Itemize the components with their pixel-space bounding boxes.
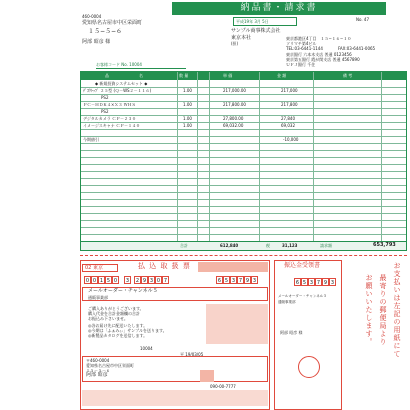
account-digit: 0 (85, 278, 90, 284)
invoice-date: 平成19年 3月 5日 (236, 19, 269, 24)
item-name: ﾃﾞｽｸﾄｯﾌﾟ ２５型 (Ｑ－WS２－１１６) (83, 88, 152, 93)
customer-code-underline (96, 68, 186, 69)
receipt-stamp-circle (298, 356, 320, 378)
sender-branch: 東京本社 (231, 35, 252, 41)
sender-building: ソリマチ第4ビル (286, 41, 317, 46)
item-amount: -10,000 (283, 137, 299, 142)
sender-tel: TEL:03-6441-1144 (286, 46, 323, 51)
account-digit: 5 (106, 278, 111, 284)
message-line: ◎新製品カタログを送信します。 (88, 333, 148, 338)
client-info (86, 358, 134, 378)
sender-person: (担) (231, 41, 239, 46)
customer-address1: 愛知県名古屋市中区栄面町 (82, 20, 143, 26)
account-digit: 0 (113, 278, 118, 284)
client-address: 愛知県名古屋市中区栄面町 (86, 363, 134, 368)
header-qty: 数 量 (179, 73, 189, 78)
item-name: 今期値引 (83, 137, 99, 142)
total-label: 合計 (180, 243, 188, 248)
item-amount: 217,800 (281, 102, 298, 107)
receipt-title: 振込金受領書 (284, 262, 321, 269)
item-price: 217,800.00 (223, 102, 246, 107)
item-name: イメージスキャナ ＣＰ－１４０ (83, 123, 141, 128)
bank-info (206, 52, 388, 67)
item-name: PS2 (101, 109, 109, 114)
item-qty: 1.00 (183, 102, 192, 107)
grand-label: 請求額 (320, 243, 332, 248)
header-item: 名 (139, 73, 143, 78)
message-line: お振込み下さいませ。 (88, 316, 128, 321)
customer-postal: 460-0004 (82, 14, 102, 19)
item-qty: 1.00 (183, 116, 192, 121)
customer-name: 阿部 昭彦 様 (82, 39, 111, 45)
item-name: ◆ 新規投資システムセット ◆ (95, 81, 148, 86)
account-digit: 0 (156, 278, 161, 284)
client-tel: 090-00-7777 (210, 384, 236, 389)
header-note: 備 考 (343, 73, 353, 78)
header-price: 単 価 (223, 73, 233, 78)
item-amount: 217,000 (281, 88, 298, 93)
perforation-line (80, 255, 407, 256)
receipt-amount-digit: 5 (302, 280, 307, 286)
receipt-amount-digit: 3 (309, 280, 314, 286)
bank-line: 東京銀行 六本木支店 普通 0123456 (286, 52, 352, 57)
item-price: 217,000.00 (223, 88, 246, 93)
amount-digit: 6 (217, 278, 222, 284)
payee-name: メールオーダー・チャンネル５ (88, 288, 158, 294)
invoice-totals (80, 241, 407, 251)
message-line: ◎各お届け先に配送いたします。 (88, 323, 148, 328)
receipt-payee-sub: 通販事業部 (278, 300, 296, 304)
vertical-note-3: お願いいたします。 (365, 274, 373, 346)
sender-fax: FAX:03-6441-0065 (338, 46, 376, 51)
payee-sub: 通販事業部 (88, 295, 108, 300)
account-digit: 1 (99, 278, 104, 284)
item-amount: 69,032 (281, 123, 295, 128)
amount-digit: 3 (252, 278, 257, 284)
invoice-doc-no: No. 47 (356, 17, 370, 22)
slip-message (88, 306, 167, 338)
grand-total: 653,793 (373, 242, 396, 248)
slip-title: 払 込 取 扱 票 (138, 262, 191, 270)
header-amount: 金 額 (277, 73, 287, 78)
account-digit: 3 (149, 278, 154, 284)
account-digit: 3 (125, 278, 130, 284)
slip-account-label: 02 東京 (85, 265, 103, 271)
item-name: ＰＣ－ＨＤＫ４×Ｘ３ ＷＨＳ (83, 102, 136, 107)
item-price: 69,032.00 (223, 123, 244, 128)
bottom-fill (82, 390, 268, 406)
totals-band (80, 241, 407, 251)
slip-header-fill (198, 262, 268, 272)
invoice-table-header (81, 72, 406, 80)
tax: 31,123 (282, 243, 298, 248)
stamp-area (200, 370, 214, 382)
customer-address2: １５−５−６ (88, 28, 123, 35)
header-item: 品 (105, 73, 109, 78)
amount-digit: 3 (231, 278, 236, 284)
customer-code: お客様コード No. 10004 (96, 62, 142, 67)
receipt-amount-digit: 6 (295, 280, 300, 286)
amount-digit: 7 (238, 278, 243, 284)
receipt-amount-digit: 3 (330, 280, 335, 286)
account-digit: 0 (92, 278, 97, 284)
item-qty: 1.00 (183, 88, 192, 93)
item-amount: 27,840 (281, 116, 295, 121)
receipt-amount-digit: 7 (316, 280, 321, 286)
amount-digit: 9 (245, 278, 250, 284)
receipt-client: 阿部 昭彦 様 (280, 330, 303, 335)
client-name: 阿部 昭彦 (86, 372, 108, 378)
bank-line: ＵＦＪ銀行 千住 (286, 62, 316, 67)
item-name: デジタルカメラ ＣＰ－２３０ (83, 116, 137, 121)
client-date: 平 19/03/05 (180, 352, 204, 357)
invoice-date-box (233, 17, 297, 26)
slip-account-label-box (82, 264, 118, 272)
item-price: 27,800.00 (223, 116, 244, 121)
tax-label: 税 (266, 243, 270, 248)
client-postal: 〒460-0004 (86, 358, 110, 363)
receipt-amount-digit: 9 (323, 280, 328, 286)
vertical-note-2: 最寄りの郵便局より (379, 274, 387, 346)
message-line: ご購入ありがとうございます。 (88, 306, 144, 311)
side-fill (206, 304, 268, 344)
sender-block (231, 28, 281, 46)
message-line: 購入代金を合計金額欄の合計 (88, 311, 140, 316)
client-address2: １５－５－６ (86, 368, 110, 373)
payment-slip (80, 260, 407, 410)
subtotal: 612,840 (220, 243, 239, 248)
message-line: ◎今期は「ふぁみぃ」サンプルを送ります。 (88, 328, 167, 333)
account-digit: 7 (163, 278, 168, 284)
sender-address: 東京都港区4丁目 １５−１６−１０ (286, 36, 352, 41)
item-name: PS2 (101, 95, 109, 100)
account-digit: 2 (135, 278, 140, 284)
receipt-payee: メールオーダー・チャンネル５ (278, 294, 327, 298)
item-qty: 1.00 (183, 123, 192, 128)
vertical-note-1: お支払いは左記の用紙にて (393, 262, 401, 358)
invoice-title: 納品書・請求書 (172, 2, 386, 15)
client-code: 10004 (140, 346, 153, 351)
bank-line: 東京第五銀行 霞が関支店 普通 4567890 (286, 57, 360, 62)
sender-company: サンプル商事株式会社 (231, 28, 281, 34)
amount-digit: 5 (224, 278, 229, 284)
account-digit: 9 (142, 278, 147, 284)
invoice-table (80, 71, 407, 249)
